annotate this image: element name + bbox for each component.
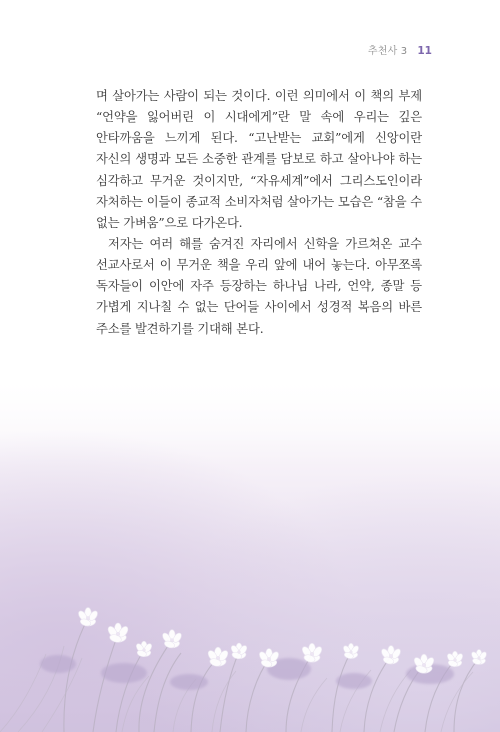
stem-left-3 [116,650,144,732]
stem-right-3 [394,665,424,732]
flower-9 [342,643,360,659]
flower-field-illustration [0,372,500,732]
stem-right-2 [364,656,391,732]
lavender-flower-illustration [0,372,500,732]
stem-center-2 [220,652,239,732]
paragraph-2: 저자는 여러 해를 숨겨진 자리에서 신학을 가르쳐온 교수 선교사로서 이 무거운 책을 우리 앞에 내어 놓는다. 아무쪼록 독자들이 이안에 자주 등장하는 하나님 나라, 언약, 종말 등 가볍게 지나칠 수 없는 단어들 사이에서 성경적 복음의 바른 주소를 발견하기를 기대해 본다. [96,236,422,336]
flower-11 [412,654,435,674]
grass-line-8 [340,670,371,732]
page-header [368,42,432,57]
stem-left-4 [139,640,172,732]
flower-2 [106,623,129,644]
stem-left-2 [93,634,118,732]
grass-line-4 [122,676,149,732]
bud-5 [336,673,372,689]
flower-13 [470,650,488,666]
grass-line-6 [212,671,236,732]
stem-center-4 [286,654,312,732]
grass-line-2 [18,646,64,732]
stem-center-1 [191,658,218,732]
stem-right-5 [454,658,479,732]
bud-2 [101,663,147,683]
flower-5 [206,647,229,667]
lavender-fade [0,372,500,732]
flower-stems [64,618,479,732]
flower-8 [301,643,324,663]
stem-left-1 [64,618,88,732]
paragraph-1: 며 살아가는 사람이 되는 것이다. 이런 의미에서 이 책의 부제 “언약을 잃어버린 이 시대에게”란 말 속에 우리는 깊은 안타까움을 느끼게 된다. “고난받는 교회”에게 신앙이란 자신의 생명과 모든 소중한 관계를 담보로 하고 살아나야 하는 심각하고 무거운 것이지만, “자유세계”에서 그리스도인이라 자처하는 이들이 종교적 소비자처럼 살아가는 모습은 “참을 수 없는 가벼움”으로 다가온다. [96,89,422,230]
flower-1 [77,608,99,628]
grass-line-10 [441,672,473,732]
bud-4 [267,658,311,680]
grass-line-3 [42,658,82,732]
bud-3 [170,674,208,690]
flower-4 [161,630,183,649]
stem-center-3 [246,659,269,732]
body-text [96,86,422,340]
flower-7 [258,649,281,669]
grass-line-1 [0,654,46,732]
flower-3 [135,641,153,658]
right-lavender-glow [0,372,500,732]
running-head: 추천사 3 [367,46,408,57]
stem-right-4 [425,660,455,732]
flower-10 [380,646,402,666]
white-flowers [77,608,488,675]
stem-left-5 [154,653,181,732]
left-lavender-glow [0,372,500,732]
grass-line-5 [173,679,196,732]
grass-line-7 [301,678,327,732]
stem-right-1 [332,652,351,732]
background-buds [40,655,454,690]
bud-1 [40,655,76,673]
flower-12 [446,651,464,668]
grass-lines [0,646,473,732]
bud-6 [406,664,454,684]
grass-line-9 [380,670,411,732]
page-number: 11 [417,45,432,57]
flower-6 [230,643,249,660]
